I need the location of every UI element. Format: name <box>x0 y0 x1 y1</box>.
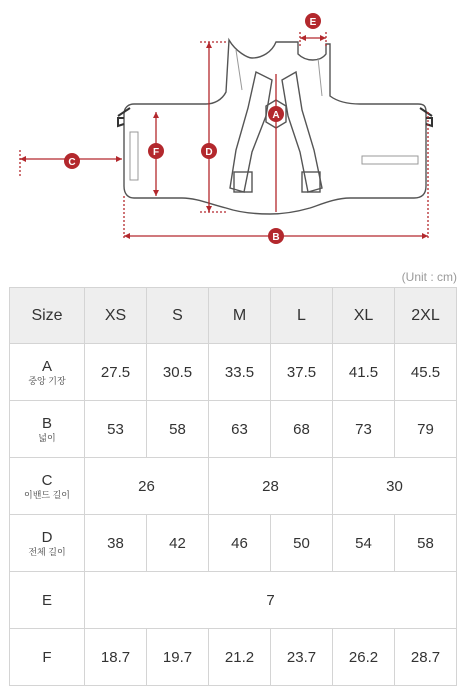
marker-a <box>268 106 284 122</box>
table-cell: 73 <box>333 401 395 458</box>
table-cell: 79 <box>395 401 457 458</box>
table-cell: 19.7 <box>147 629 209 686</box>
header-xl: XL <box>333 288 395 344</box>
row-label-sub: 전체 길이 <box>28 546 66 557</box>
svg-text:D: D <box>205 147 213 158</box>
row-label-sub: 넓이 <box>38 432 56 443</box>
table-row-f <box>10 629 457 686</box>
table-cell: 50 <box>271 515 333 572</box>
table-cell: 26 <box>85 458 209 515</box>
row-label-b <box>10 401 85 458</box>
row-label-main: F <box>42 648 52 666</box>
header-s: S <box>147 288 209 344</box>
row-label-c <box>10 458 85 515</box>
table-cell: 37.5 <box>271 344 333 401</box>
marker-e <box>305 13 321 29</box>
row-label-sub: 중앙 기장 <box>28 375 66 386</box>
row-label-d <box>10 515 85 572</box>
table-cell: 30 <box>333 458 457 515</box>
row-label-main: C <box>41 471 53 489</box>
row-label-main: B <box>41 414 52 432</box>
table-cell: 53 <box>85 401 147 458</box>
header-l: L <box>271 288 333 344</box>
row-label-sub: 이밴드 길이 <box>24 489 70 500</box>
vest-illustration <box>118 40 432 214</box>
row-label-main: E <box>41 591 52 609</box>
marker-d <box>201 143 217 159</box>
table-header-row <box>10 288 457 344</box>
header-2xl: 2XL <box>395 288 457 344</box>
table-cell: 58 <box>147 401 209 458</box>
table-cell: 23.7 <box>271 629 333 686</box>
table-cell: 45.5 <box>395 344 457 401</box>
header-xs: XS <box>85 288 147 344</box>
table-cell: 41.5 <box>333 344 395 401</box>
table-row-e <box>10 572 457 629</box>
table-cell: 18.7 <box>85 629 147 686</box>
dimension-lines <box>20 32 428 240</box>
table-row-a <box>10 344 457 401</box>
table-cell: 21.2 <box>209 629 271 686</box>
unit-note: (Unit : cm) <box>401 270 457 284</box>
table-cell: 30.5 <box>147 344 209 401</box>
svg-text:C: C <box>68 157 76 168</box>
table-row-b <box>10 401 457 458</box>
table-cell: 46 <box>209 515 271 572</box>
table-cell: 7 <box>85 572 457 629</box>
svg-text:E: E <box>309 17 317 28</box>
table-cell: 63 <box>209 401 271 458</box>
table-cell: 38 <box>85 515 147 572</box>
svg-text:B: B <box>272 232 280 243</box>
table-cell: 33.5 <box>209 344 271 401</box>
table-cell: 26.2 <box>333 629 395 686</box>
marker-c <box>64 153 80 169</box>
marker-f <box>148 143 164 159</box>
table-cell: 28 <box>209 458 333 515</box>
table-cell: 42 <box>147 515 209 572</box>
table-row-c <box>10 458 457 515</box>
table-cell: 68 <box>271 401 333 458</box>
table-cell: 58 <box>395 515 457 572</box>
row-label-e <box>10 572 85 629</box>
size-table <box>9 287 457 686</box>
header-m: M <box>209 288 271 344</box>
row-label-main: A <box>41 357 52 375</box>
table-cell: 54 <box>333 515 395 572</box>
table-cell: 28.7 <box>395 629 457 686</box>
row-label-main: D <box>41 528 53 546</box>
svg-text:A: A <box>272 110 280 121</box>
vest-measurement-diagram <box>0 0 467 262</box>
header-size: Size <box>10 288 85 344</box>
row-label-a <box>10 344 85 401</box>
row-label-f <box>10 629 85 686</box>
table-row-d <box>10 515 457 572</box>
marker-b <box>268 228 284 244</box>
svg-text:F: F <box>152 147 160 158</box>
dimension-arrowheads <box>20 35 428 239</box>
table-cell: 27.5 <box>85 344 147 401</box>
